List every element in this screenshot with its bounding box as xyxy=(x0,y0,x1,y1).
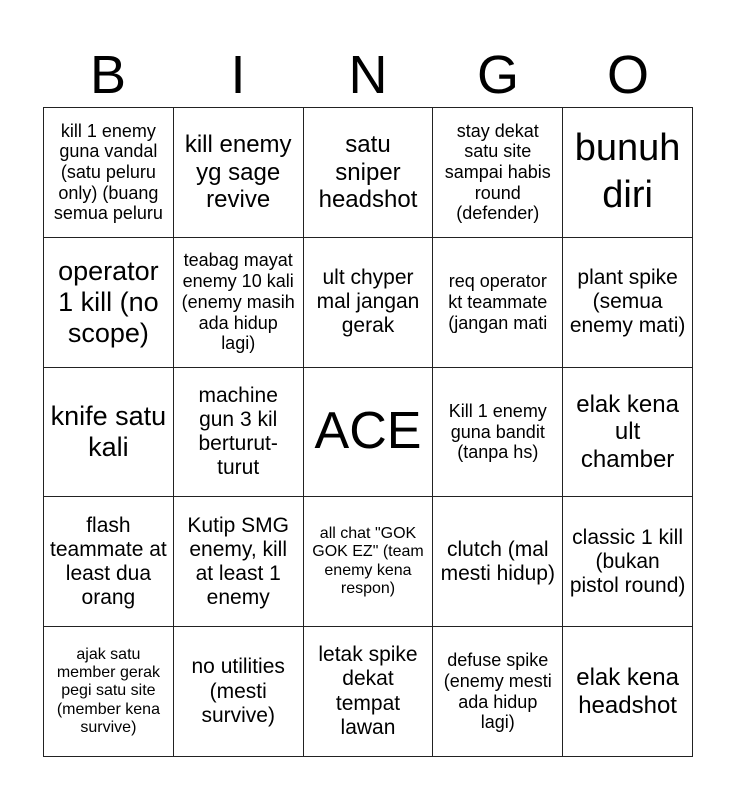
header-letter-i: I xyxy=(230,45,246,105)
bingo-cell-i5[interactable]: no utilities (mesti survive) xyxy=(174,627,304,757)
bingo-cell-o1[interactable]: bunuh diri xyxy=(563,108,693,238)
bingo-cell-i2[interactable]: teabag mayat enemy 10 kali (enemy masih ada hidup lagi) xyxy=(174,238,304,368)
bingo-cell-i3[interactable]: machine gun 3 kil berturut-turut xyxy=(174,368,304,498)
bingo-cell-n5[interactable]: letak spike dekat tempat lawan xyxy=(304,627,434,757)
bingo-cell-b1[interactable]: kill 1 enemy guna vandal (satu peluru only) (buang semua peluru xyxy=(44,108,174,238)
bingo-cell-g3[interactable]: Kill 1 enemy guna bandit (tanpa hs) xyxy=(433,368,563,498)
bingo-cell-o4[interactable]: classic 1 kill (bukan pistol round) xyxy=(563,497,693,627)
bingo-cell-n3-free[interactable]: ACE xyxy=(304,368,434,498)
bingo-cell-n4[interactable]: all chat "GOK GOK EZ" (team enemy kena respon) xyxy=(304,497,434,627)
bingo-card-grid xyxy=(43,107,693,757)
bingo-cell-o5[interactable]: elak kena headshot xyxy=(563,627,693,757)
bingo-cell-g5[interactable]: defuse spike (enemy mesti ada hidup lagi) xyxy=(433,627,563,757)
bingo-cell-g2[interactable]: req operator kt teammate (jangan mati xyxy=(433,238,563,368)
bingo-cell-b2[interactable]: operator 1 kill (no scope) xyxy=(44,238,174,368)
header-letter-o: O xyxy=(606,45,649,105)
bingo-cell-g4[interactable]: clutch (mal mesti hidup) xyxy=(433,497,563,627)
bingo-cell-g1[interactable]: stay dekat satu site sampai habis round (defender) xyxy=(433,108,563,238)
bingo-cell-n2[interactable]: ult chyper mal jangan gerak xyxy=(304,238,434,368)
bingo-cell-b4[interactable]: flash teammate at least dua orang xyxy=(44,497,174,627)
header-letter-b: B xyxy=(89,45,127,105)
bingo-header xyxy=(43,44,693,106)
bingo-cell-b3[interactable]: knife satu kali xyxy=(44,368,174,498)
bingo-cell-o2[interactable]: plant spike (semua enemy mati) xyxy=(563,238,693,368)
bingo-cell-b5[interactable]: ajak satu member gerak pegi satu site (member kena survive) xyxy=(44,627,174,757)
bingo-cell-n1[interactable]: satu sniper headshot xyxy=(304,108,434,238)
header-letter-g: G xyxy=(476,45,519,105)
bingo-cell-o3[interactable]: elak kena ult chamber xyxy=(563,368,693,498)
header-letter-n: N xyxy=(348,45,388,105)
bingo-cell-i4[interactable]: Kutip SMG enemy, kill at least 1 enemy xyxy=(174,497,304,627)
bingo-cell-i1[interactable]: kill enemy yg sage revive xyxy=(174,108,304,238)
